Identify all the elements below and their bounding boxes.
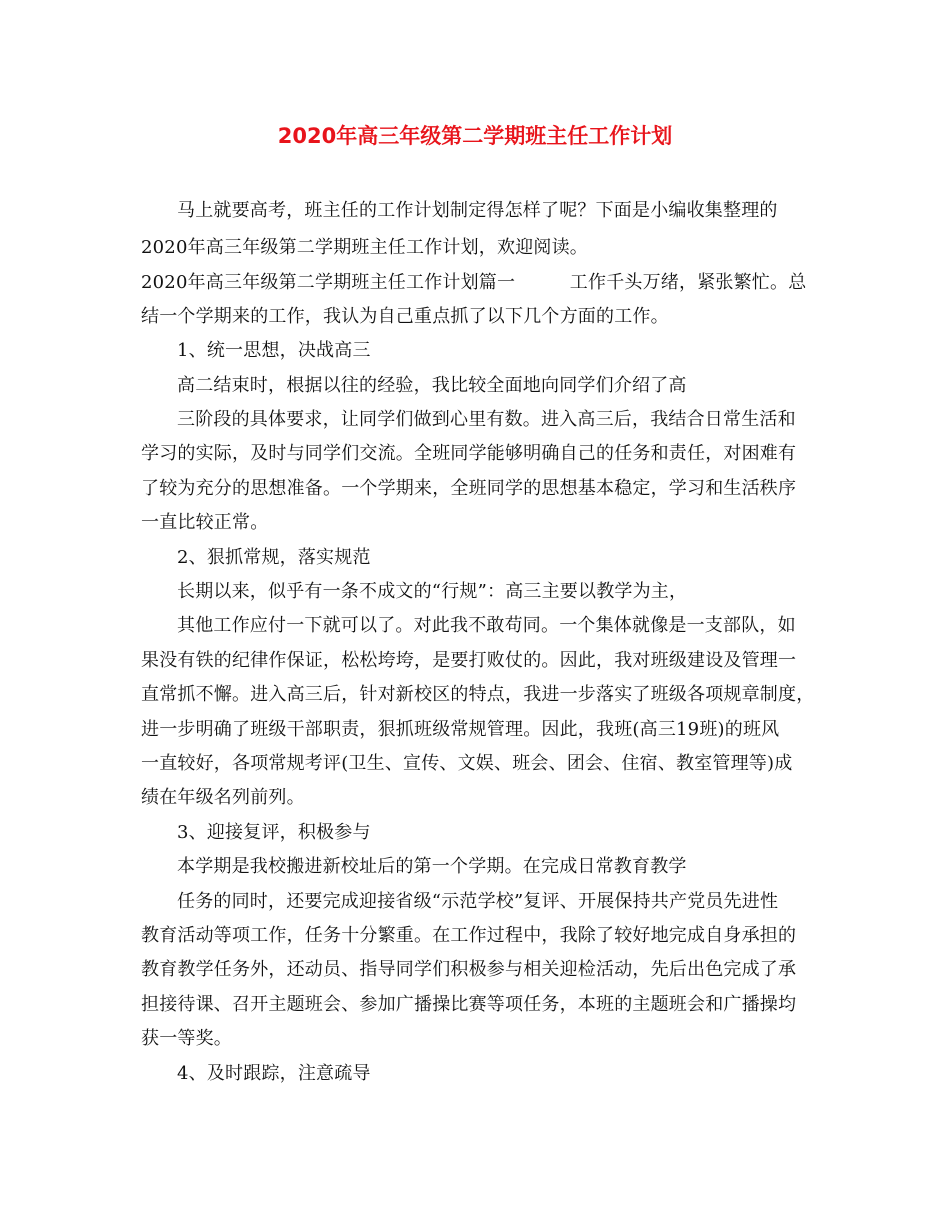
paragraph-line: 长期以来，似乎有一条不成文的“行规”：高三主要以教学为主， [177,581,688,602]
paragraph-line: 果没有铁的纪律作保证，松松垮垮，是要打败仗的。因此，我对班级建设及管理一 [141,650,797,671]
section-heading: 3、迎接复评，积极参与 [177,822,371,843]
paragraph-line: 获一等奖。 [141,1028,232,1049]
section-heading: 4、及时跟踪，注意疏导 [177,1063,371,1084]
paragraph-line: 一直比较正常。 [141,512,269,533]
paragraph-line: 任务的同时，还要完成迎接省级“示范学校”复评、开展保持共产党员先进性 [177,891,779,912]
section-heading: 1、统一思想，决战高三 [177,340,371,361]
paragraph-line: 2020年高三年级第二学期班主任工作计划，欢迎阅读。 [141,237,589,258]
paragraph-line: 一直较好，各项常规考评(卫生、宣传、文娱、班会、团会、住宿、教室管理等)成 [141,753,793,774]
paragraph-line: 三阶段的具体要求，让同学们做到心里有数。进入高三后，我结合日常生活和 [177,409,796,430]
paragraph-line: 了较为充分的思想准备。一个学期来，全班同学的思想基本稳定，学习和生活秩序 [141,478,797,499]
paragraph-line: 绩在年级名列前列。 [141,787,305,808]
paragraph-line: 教育活动等项工作，任务十分繁重。在工作过程中，我除了较好地完成自身承担的 [141,925,797,946]
paragraph-line: 其他工作应付一下就可以了。对此我不敢苟同。一个集体就像是一支部队，如 [177,615,796,636]
section-heading: 2、狠抓常规，落实规范 [177,547,371,568]
paragraph-line: 结一个学期来的工作，我认为自己重点抓了以下几个方面的工作。 [141,306,669,327]
paragraph-line: 直常抓不懈。进入高三后，针对新校区的特点，我进一步落实了班级各项规章制度， [141,684,815,705]
paragraph-line: 马上就要高考，班主任的工作计划制定得怎样了呢？下面是小编收集整理的 [177,200,778,221]
paragraph-line: 教育教学任务外，还动员、指导同学们积极参与相关迎检活动，先后出色完成了承 [141,959,797,980]
paragraph-line: 学习的实际，及时与同学们交流。全班同学能够明确自己的任务和责任，对困难有 [141,443,797,464]
paragraph-line: 高二结束时，根据以往的经验，我比较全面地向同学们介绍了高 [177,375,687,396]
paragraph-line: 进一步明确了班级干部职责，狠抓班级常规管理。因此，我班(高三19班)的班风 [141,719,780,740]
paragraph-line: 2020年高三年级第二学期班主任工作计划篇一 工作千头万绪，紧张繁忙。总 [141,272,807,293]
paragraph-line: 本学期是我校搬进新校址后的第一个学期。在完成日常教育教学 [177,856,687,877]
document-title: 2020年高三年级第二学期班主任工作计划 [277,124,673,148]
paragraph-line: 担接待课、召开主题班会、参加广播操比赛等项任务，本班的主题班会和广播操均 [141,994,797,1015]
